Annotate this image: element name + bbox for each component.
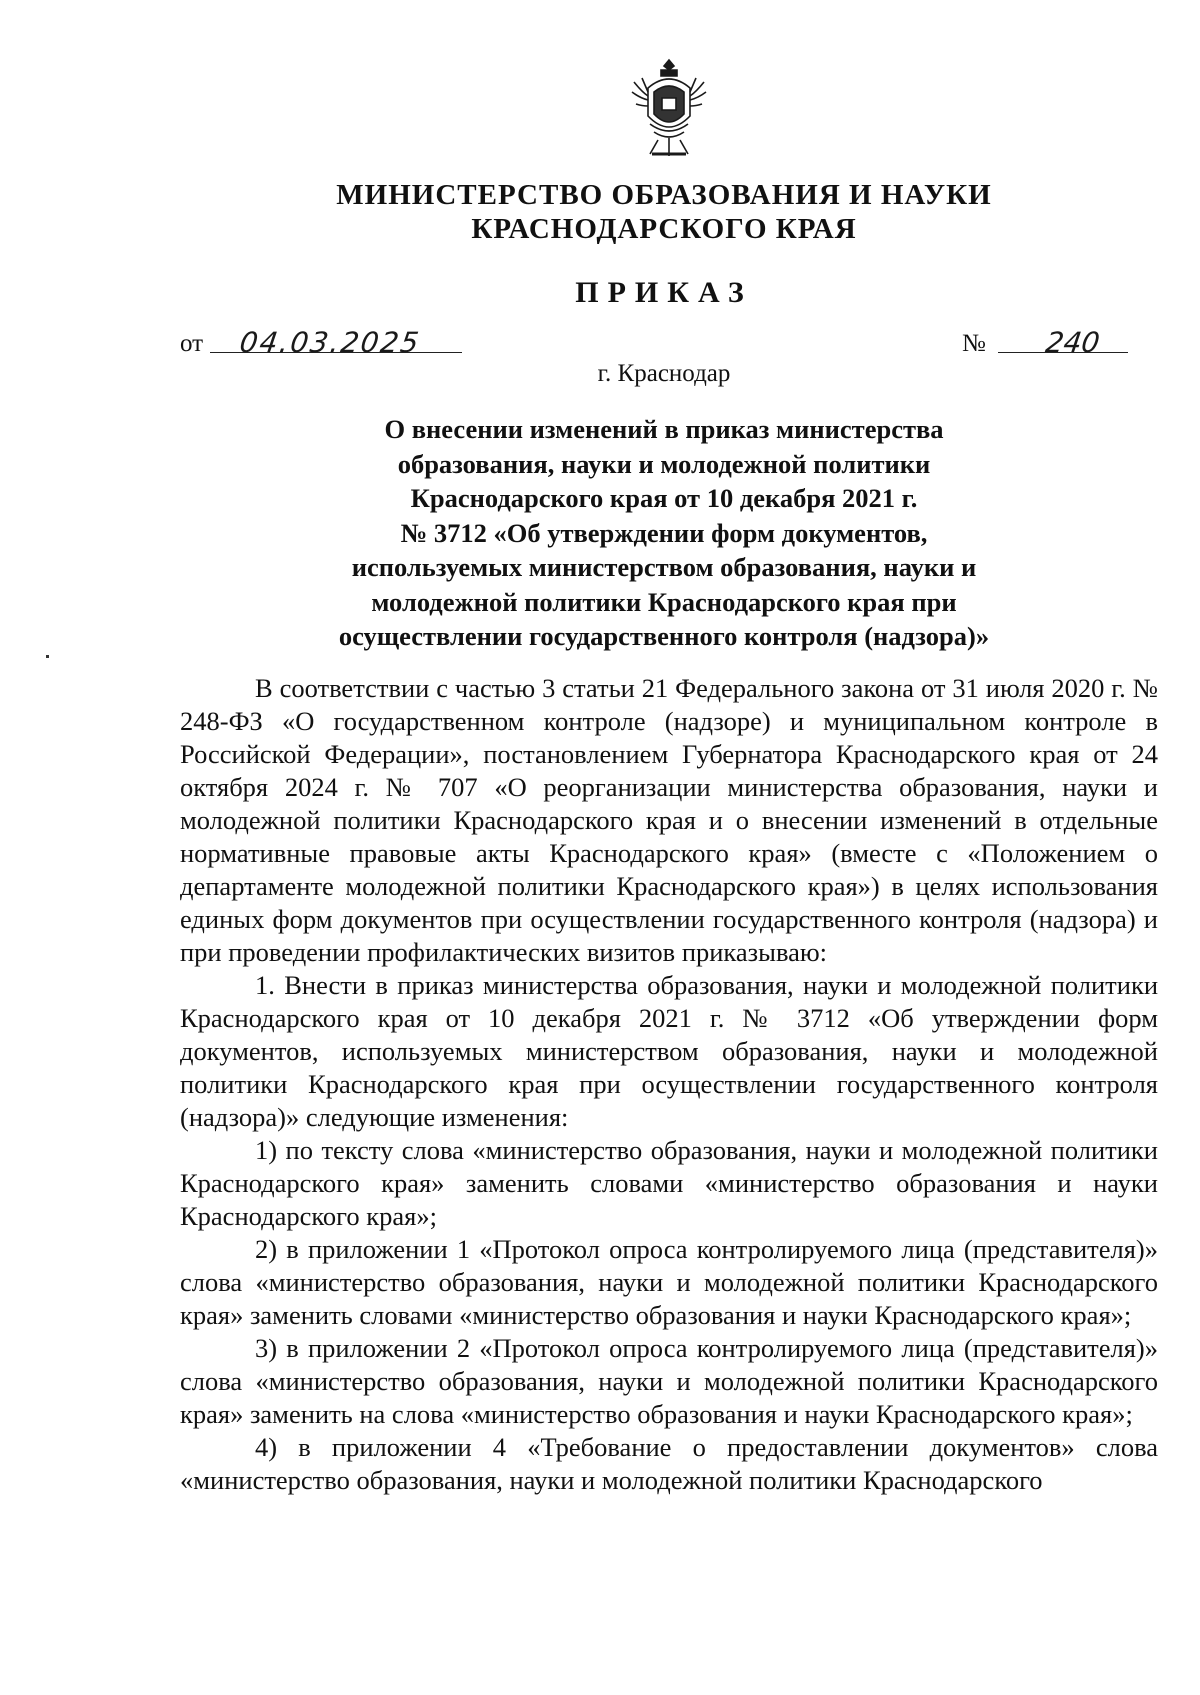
document-type-heading: ПРИКАЗ (575, 276, 753, 309)
subitem-4: 4) в приложении 4 «Требование о предоставлении документов» слова «министерство образования, науки и молодежной политики Краснодарского (180, 1432, 1158, 1495)
order-title-line: № 3712 «Об утверждении форм документов, (400, 517, 928, 548)
ministry-name-line1: МИНИСТЕРСТВО ОБРАЗОВАНИЯ И НАУКИ (336, 179, 992, 211)
subitem-3: 3) в приложении 2 «Протокол опроса контролируемого лица (представителя)» слова «министерство образования, науки и молодежной политики Краснодарского края» заменить на слова «министерство образования и науки Краснодарского края»; (180, 1333, 1158, 1429)
ministry-name-line2: КРАСНОДАРСКОГО КРАЯ (471, 213, 857, 245)
city-label: г. Краснодар (597, 360, 731, 387)
subitem-2: 2) в приложении 1 «Протокол опроса контролируемого лица (представителя)» слова «министерство образования, науки и молодежной политики Краснодарского края» заменить словами «министерство образования и науки Краснодарского края»; (180, 1234, 1158, 1330)
order-title-line: О внесении изменений в приказ министерства (384, 414, 944, 444)
order-item-1: 1. Внести в приказ министерства образования, науки и молодежной политики Краснодарского края от 10 декабря 2021 г. № 3712 «Об утверждении форм документов, используемых министерством образования, науки и молодежной политики Краснодарского края при осуществлении государственного контроля (надзора)» следующие изменения: (180, 970, 1158, 1132)
order-title-line: осуществлении государственного контроля (надзора)» (338, 621, 990, 651)
date-prefix: от (180, 330, 204, 357)
handwritten-number: 240 (1043, 326, 1102, 359)
subitem-1: 1) по тексту слова «министерство образования, науки и молодежной политики Краснодарского края» заменить словами «министерство образования и науки Краснодарского края»; (180, 1135, 1158, 1231)
number-prefix: № (962, 330, 986, 357)
order-title-line: используемых министерством образования, науки и (351, 552, 977, 582)
order-title-line: Краснодарского края от 10 декабря 2021 г. (410, 483, 918, 513)
order-body (180, 672, 1158, 1497)
order-title (300, 412, 1028, 654)
order-title-line: образования, науки и молодежной политики (397, 448, 931, 479)
coat-of-arms-emblem (628, 58, 710, 162)
order-title-line: молодежной политики Краснодарского края при (371, 586, 957, 617)
handwritten-date: 04.03.2025 (237, 326, 423, 359)
scan-speck (46, 655, 49, 658)
preamble-paragraph: В соответствии с частью 3 статьи 21 Федерального закона от 31 июля 2020 г. № 248-ФЗ «О государственном контроле (надзоре) и муниципальном контроле в Российской Федерации», постановлением Губернатора Краснодарского края от 24 октября 2024 г. № 707 «О реорганизации министерства образования, науки и молодежной политики Краснодарского края и о внесении изменений в отдельные нормативные правовые акты Краснодарского края» (вместе с «Положением о департаменте молодежной политики Краснодарского края») в целях использования единых форм документов при осуществлении государственного контроля (надзора) и при проведении профилактических визитов приказываю: (180, 673, 1158, 967)
